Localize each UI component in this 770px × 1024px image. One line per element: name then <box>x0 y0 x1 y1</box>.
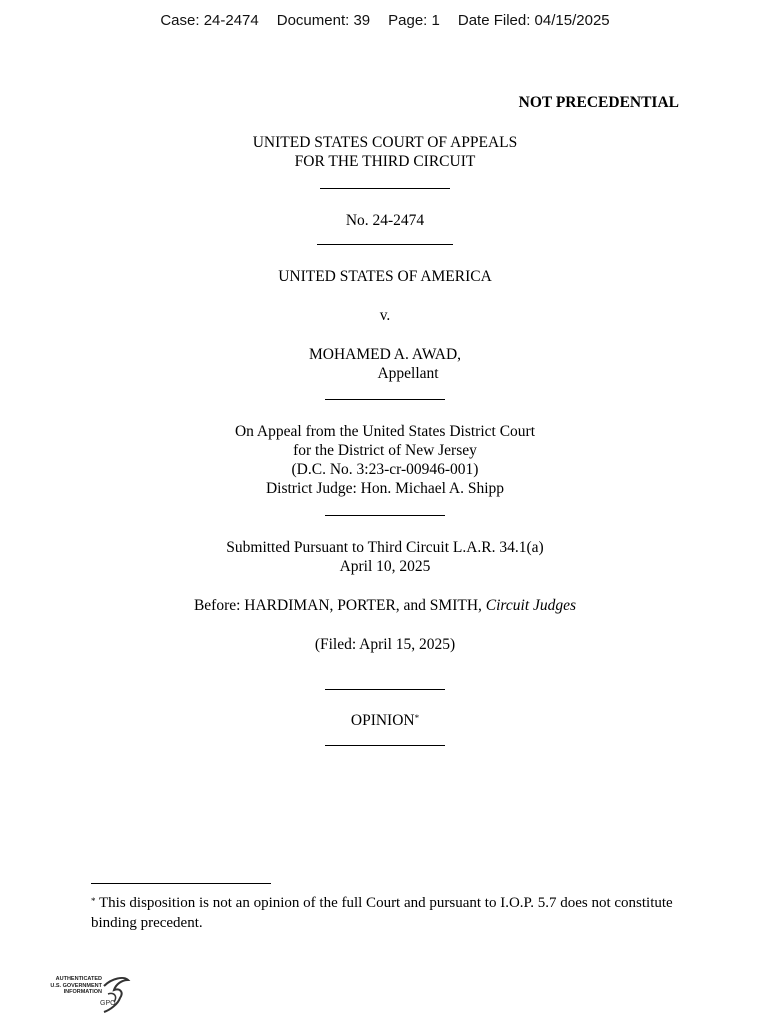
gpo-authentication-seal <box>42 972 132 1016</box>
panel-judges <box>0 596 770 615</box>
appeal-line3: (D.C. No. 3:23-cr-00946-001) <box>291 461 479 478</box>
header-document: Document: 39 <box>276 12 371 29</box>
defendant <box>0 345 770 383</box>
court-name <box>0 133 770 171</box>
appeal-info <box>0 422 770 498</box>
divider <box>0 244 770 245</box>
divider <box>0 689 770 690</box>
gpo-eagle-icon <box>42 972 132 1016</box>
plaintiff-name: UNITED STATES OF AMERICA <box>278 268 492 285</box>
footnote <box>91 893 681 933</box>
defendant-name: MOHAMED A. AWAD, <box>308 346 462 363</box>
submitted-line1: Submitted Pursuant to Third Circuit L.A.R. 34.1(a) <box>226 539 544 556</box>
opinion-heading <box>0 711 770 730</box>
case-number: No. 24-2474 <box>345 212 425 229</box>
submission-info <box>0 538 770 576</box>
header-date-filed: Date Filed: 04/15/2025 <box>457 12 610 29</box>
versus-label: v. <box>379 307 391 324</box>
appeal-line4: District Judge: Hon. Michael A. Shipp <box>265 480 505 497</box>
header-case: Case: 24-2474 <box>160 12 259 29</box>
filing-header <box>0 12 770 29</box>
divider <box>0 745 770 746</box>
gpo-mark: GPO <box>100 1000 116 1007</box>
not-precedential-label: NOT PRECEDENTIAL <box>518 94 679 111</box>
footnote-separator <box>91 883 271 884</box>
divider <box>0 515 770 516</box>
gpo-seal-line2: U.S. GOVERNMENT <box>50 982 102 989</box>
footnote-text: This disposition is not an opinion of the full Court and pursuant to I.O.P. 5.7 does not constitute binding precedent. <box>91 895 673 931</box>
appeal-line2: for the District of New Jersey <box>293 442 477 459</box>
appeal-line1: On Appeal from the United States District Court <box>234 423 536 440</box>
panel-judges-names: Before: HARDIMAN, PORTER, and SMITH, <box>193 597 482 614</box>
gpo-seal-line3: INFORMATION <box>63 989 102 995</box>
court-name-line1: UNITED STATES COURT OF APPEALS <box>252 134 518 151</box>
divider <box>0 399 770 400</box>
court-name-line2: FOR THE THIRD CIRCUIT <box>294 153 476 170</box>
opinion-label: OPINION <box>350 712 415 729</box>
submitted-date: April 10, 2025 <box>339 558 431 575</box>
panel-judges-title: Circuit Judges <box>485 597 577 614</box>
header-page: Page: 1 <box>388 12 440 29</box>
filed-date: (Filed: April 15, 2025) <box>314 636 456 653</box>
defendant-role: Appellant <box>377 365 439 382</box>
footnote-marker: * <box>91 896 96 906</box>
divider <box>0 188 770 189</box>
gpo-seal-line1: AUTHENTICATED <box>55 976 102 982</box>
opinion-footnote-marker: * <box>414 713 420 723</box>
